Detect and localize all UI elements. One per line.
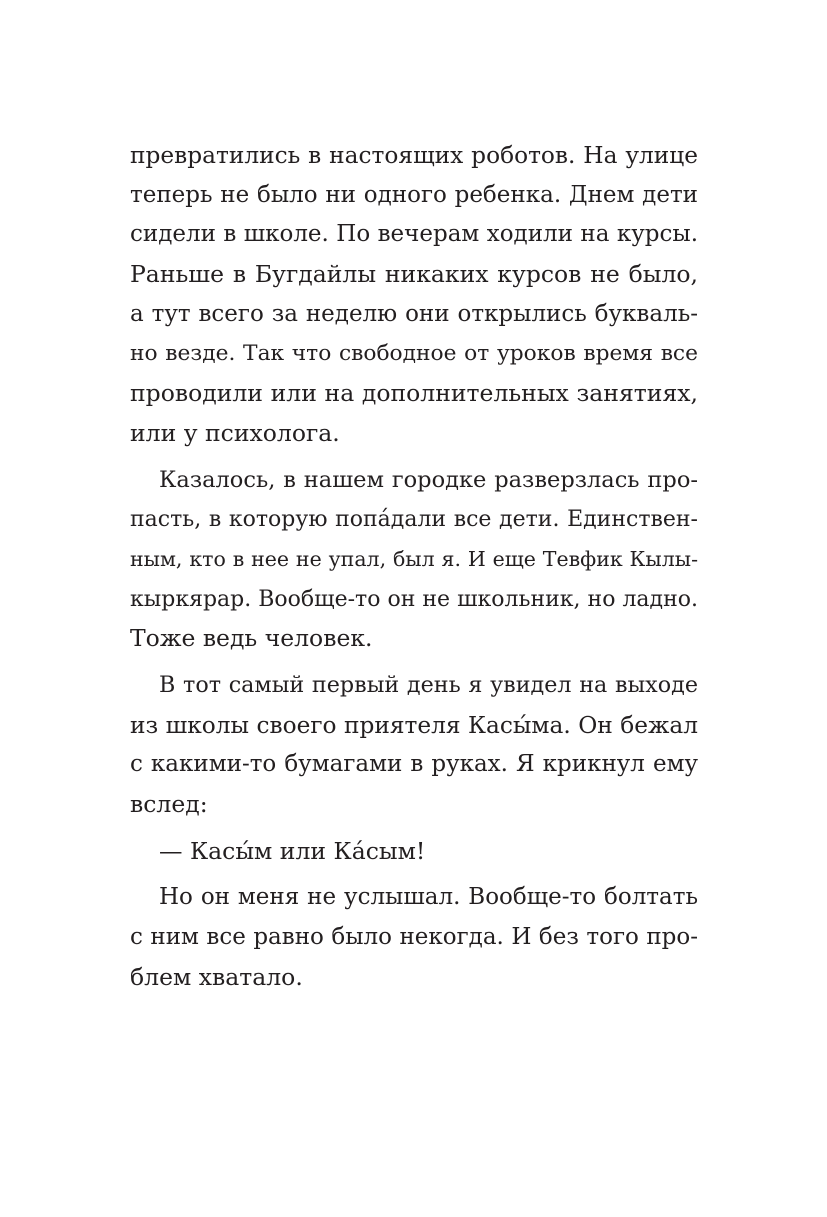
text-line: Но он меня не услышал. Вообще-то болтать	[159, 884, 698, 911]
text-line: теперь не было ни одного ребенка. Днем дети	[130, 181, 698, 208]
text-line: с ним все равно было некогда. И без того про-	[130, 924, 698, 951]
text-line: но везде. Так что свободное от уроков время все	[130, 341, 698, 367]
text-line: с какими-то бумагами в руках. Я крикнул ему	[130, 751, 698, 778]
text-line: ным, кто в нее не упал, был я. И еще Тевфик Кылы-	[130, 546, 698, 571]
text-line: пасть, в которую попа́дали все дети. Единствен-	[130, 507, 698, 533]
text-line: Тоже ведь человек.	[130, 624, 373, 653]
text-line: или у психолога.	[130, 418, 340, 447]
text-line: а тут всего за неделю они открылись букваль-	[130, 300, 698, 327]
paragraph	[130, 666, 698, 825]
paragraph	[130, 832, 698, 872]
body-text	[130, 136, 698, 997]
text-line: В тот самый первый день я увидел на выходе	[159, 671, 698, 698]
text-line: — Касы́м или Ка́сым!	[159, 836, 426, 865]
text-line: из школы своего приятеля Касы́ма. Он бежал	[130, 711, 698, 739]
text-line: кыркярар. Вообще-то он не школьник, но ладно.	[130, 586, 698, 612]
text-line: блем хватало.	[130, 962, 303, 991]
text-line: Раньше в Бугдайлы никаких курсов не было,	[130, 260, 698, 289]
text-line: вслед:	[130, 790, 208, 818]
paragraph	[130, 136, 698, 454]
text-line: сидели в школе. По вечерам ходили на курсы.	[130, 221, 698, 248]
paragraph	[130, 461, 698, 659]
text-line: проводили или на дополнительных занятиях,	[130, 379, 698, 408]
text-line: Казалось, в нашем городке разверзлась про-	[159, 466, 698, 493]
paragraph	[130, 878, 698, 997]
text-line: превратились в настоящих роботов. На улице	[130, 142, 698, 169]
